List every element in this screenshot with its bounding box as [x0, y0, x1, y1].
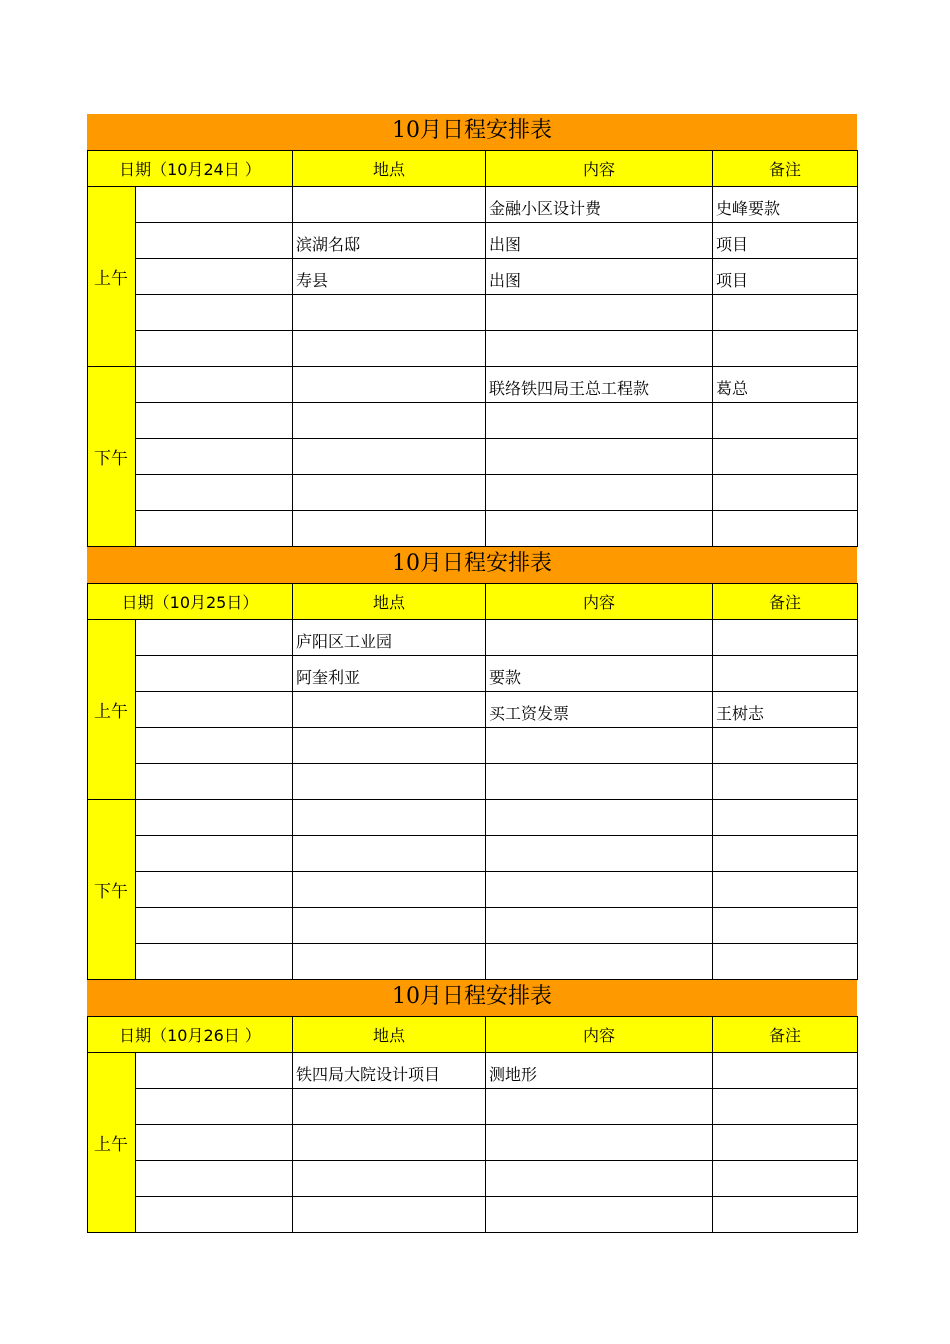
- table-row: [88, 1053, 858, 1089]
- location-cell[interactable]: [293, 511, 486, 547]
- schedule-sheet: [87, 114, 857, 1233]
- location-header[interactable]: 地点: [293, 1017, 486, 1053]
- note-cell[interactable]: [713, 620, 858, 656]
- content-cell[interactable]: [486, 331, 713, 367]
- content-cell[interactable]: [486, 728, 713, 764]
- note-cell[interactable]: 项目: [713, 223, 858, 259]
- content-cell[interactable]: [486, 908, 713, 944]
- table-row: [88, 908, 858, 944]
- blank-cell[interactable]: [136, 1053, 293, 1089]
- note-cell[interactable]: [713, 836, 858, 872]
- table-row: [88, 1089, 858, 1125]
- table-row: [88, 1125, 858, 1161]
- note-cell[interactable]: [713, 872, 858, 908]
- content-cell[interactable]: 买工资发票: [486, 692, 713, 728]
- table-row: [88, 944, 858, 980]
- note-cell[interactable]: [713, 800, 858, 836]
- content-cell[interactable]: [486, 475, 713, 511]
- location-cell[interactable]: [293, 439, 486, 475]
- table-header-row: [88, 584, 858, 620]
- blank-cell[interactable]: [136, 1161, 293, 1197]
- section-title: 10月日程安排表: [87, 980, 857, 1016]
- table-row: [88, 656, 858, 692]
- note-cell[interactable]: [713, 656, 858, 692]
- content-cell[interactable]: 出图: [486, 259, 713, 295]
- table-row: [88, 1161, 858, 1197]
- note-cell[interactable]: 王树志: [713, 692, 858, 728]
- blank-cell[interactable]: [136, 439, 293, 475]
- content-header[interactable]: 内容: [486, 584, 713, 620]
- note-cell[interactable]: [713, 944, 858, 980]
- note-cell[interactable]: [713, 908, 858, 944]
- location-cell[interactable]: [293, 367, 486, 403]
- blank-cell[interactable]: [136, 836, 293, 872]
- location-cell[interactable]: [293, 692, 486, 728]
- content-cell[interactable]: [486, 800, 713, 836]
- table-row: [88, 692, 858, 728]
- note-cell[interactable]: 史峰要款: [713, 187, 858, 223]
- content-cell[interactable]: 测地形: [486, 1053, 713, 1089]
- location-cell[interactable]: [293, 1089, 486, 1125]
- afternoon-label[interactable]: 下午: [88, 800, 136, 980]
- location-cell[interactable]: [293, 908, 486, 944]
- table-row: [88, 403, 858, 439]
- content-cell[interactable]: [486, 944, 713, 980]
- blank-cell[interactable]: [136, 1125, 293, 1161]
- note-cell[interactable]: [713, 511, 858, 547]
- content-header[interactable]: 内容: [486, 151, 713, 187]
- content-cell[interactable]: [486, 620, 713, 656]
- location-cell[interactable]: [293, 764, 486, 800]
- blank-cell[interactable]: [136, 764, 293, 800]
- location-cell[interactable]: 滨湖名邸: [293, 223, 486, 259]
- location-cell[interactable]: [293, 331, 486, 367]
- note-cell[interactable]: [713, 439, 858, 475]
- blank-cell[interactable]: [136, 475, 293, 511]
- content-cell[interactable]: [486, 836, 713, 872]
- date-header[interactable]: 日期（10月26日 ）: [88, 1017, 293, 1053]
- location-cell[interactable]: 铁四局大院设计项目: [293, 1053, 486, 1089]
- table-row: [88, 223, 858, 259]
- location-cell[interactable]: [293, 800, 486, 836]
- note-cell[interactable]: [713, 403, 858, 439]
- content-header[interactable]: 内容: [486, 1017, 713, 1053]
- location-header[interactable]: 地点: [293, 151, 486, 187]
- content-cell[interactable]: [486, 403, 713, 439]
- note-cell[interactable]: 葛总: [713, 367, 858, 403]
- content-cell[interactable]: [486, 511, 713, 547]
- schedule-table: [87, 150, 858, 547]
- table-row: [88, 511, 858, 547]
- blank-cell[interactable]: [136, 295, 293, 331]
- note-cell[interactable]: [713, 475, 858, 511]
- table-row: [88, 764, 858, 800]
- morning-label[interactable]: 上午: [88, 1053, 136, 1233]
- blank-cell[interactable]: [136, 403, 293, 439]
- note-cell[interactable]: [713, 1197, 858, 1233]
- table-row: [88, 872, 858, 908]
- note-cell[interactable]: [713, 764, 858, 800]
- table-row: [88, 800, 858, 836]
- location-cell[interactable]: 寿县: [293, 259, 486, 295]
- content-cell[interactable]: 出图: [486, 223, 713, 259]
- note-cell[interactable]: [713, 1089, 858, 1125]
- blank-cell[interactable]: [136, 656, 293, 692]
- location-cell[interactable]: [293, 475, 486, 511]
- location-cell[interactable]: 阿奎利亚: [293, 656, 486, 692]
- content-cell[interactable]: [486, 1089, 713, 1125]
- content-cell[interactable]: [486, 1161, 713, 1197]
- table-row: [88, 620, 858, 656]
- section-title: 10月日程安排表: [87, 114, 857, 150]
- blank-cell[interactable]: [136, 728, 293, 764]
- note-cell[interactable]: [713, 1161, 858, 1197]
- location-cell[interactable]: [293, 295, 486, 331]
- location-cell[interactable]: [293, 836, 486, 872]
- blank-cell[interactable]: [136, 908, 293, 944]
- content-cell[interactable]: [486, 1125, 713, 1161]
- blank-cell[interactable]: [136, 800, 293, 836]
- location-cell[interactable]: [293, 187, 486, 223]
- location-cell[interactable]: [293, 1125, 486, 1161]
- note-cell[interactable]: [713, 728, 858, 764]
- blank-cell[interactable]: [136, 944, 293, 980]
- location-cell[interactable]: [293, 403, 486, 439]
- content-cell[interactable]: [486, 1197, 713, 1233]
- note-cell[interactable]: [713, 295, 858, 331]
- blank-cell[interactable]: [136, 620, 293, 656]
- blank-cell[interactable]: [136, 872, 293, 908]
- table-row: [88, 728, 858, 764]
- location-header[interactable]: 地点: [293, 584, 486, 620]
- note-cell[interactable]: [713, 331, 858, 367]
- table-row: [88, 836, 858, 872]
- morning-label[interactable]: 上午: [88, 620, 136, 800]
- schedule-table: [87, 583, 858, 980]
- blank-cell[interactable]: [136, 223, 293, 259]
- content-cell[interactable]: [486, 764, 713, 800]
- date-header[interactable]: 日期（10月25日）: [88, 584, 293, 620]
- blank-cell[interactable]: [136, 1089, 293, 1125]
- note-cell[interactable]: 项目: [713, 259, 858, 295]
- table-header-row: [88, 1017, 858, 1053]
- content-cell[interactable]: 要款: [486, 656, 713, 692]
- table-header-row: [88, 151, 858, 187]
- table-row: [88, 475, 858, 511]
- content-cell[interactable]: [486, 439, 713, 475]
- location-cell[interactable]: [293, 872, 486, 908]
- date-header[interactable]: 日期（10月24日 ）: [88, 151, 293, 187]
- table-row: [88, 367, 858, 403]
- note-cell[interactable]: [713, 1053, 858, 1089]
- location-cell[interactable]: [293, 728, 486, 764]
- location-cell[interactable]: [293, 944, 486, 980]
- blank-cell[interactable]: [136, 511, 293, 547]
- table-row: [88, 331, 858, 367]
- blank-cell[interactable]: [136, 187, 293, 223]
- content-cell[interactable]: [486, 295, 713, 331]
- blank-cell[interactable]: [136, 692, 293, 728]
- morning-label[interactable]: 上午: [88, 187, 136, 367]
- schedule-table: [87, 1016, 858, 1233]
- location-cell[interactable]: [293, 1197, 486, 1233]
- afternoon-label[interactable]: 下午: [88, 367, 136, 547]
- table-row: [88, 295, 858, 331]
- note-header[interactable]: 备注: [713, 1017, 858, 1053]
- content-cell[interactable]: 金融小区设计费: [486, 187, 713, 223]
- note-header[interactable]: 备注: [713, 584, 858, 620]
- blank-cell[interactable]: [136, 331, 293, 367]
- blank-cell[interactable]: [136, 1197, 293, 1233]
- location-cell[interactable]: 庐阳区工业园: [293, 620, 486, 656]
- table-row: [88, 439, 858, 475]
- content-cell[interactable]: 联络铁四局王总工程款: [486, 367, 713, 403]
- blank-cell[interactable]: [136, 367, 293, 403]
- content-cell[interactable]: [486, 872, 713, 908]
- table-row: [88, 187, 858, 223]
- location-cell[interactable]: [293, 1161, 486, 1197]
- note-cell[interactable]: [713, 1125, 858, 1161]
- table-row: [88, 1197, 858, 1233]
- blank-cell[interactable]: [136, 259, 293, 295]
- section-title: 10月日程安排表: [87, 547, 857, 583]
- note-header[interactable]: 备注: [713, 151, 858, 187]
- table-row: [88, 259, 858, 295]
